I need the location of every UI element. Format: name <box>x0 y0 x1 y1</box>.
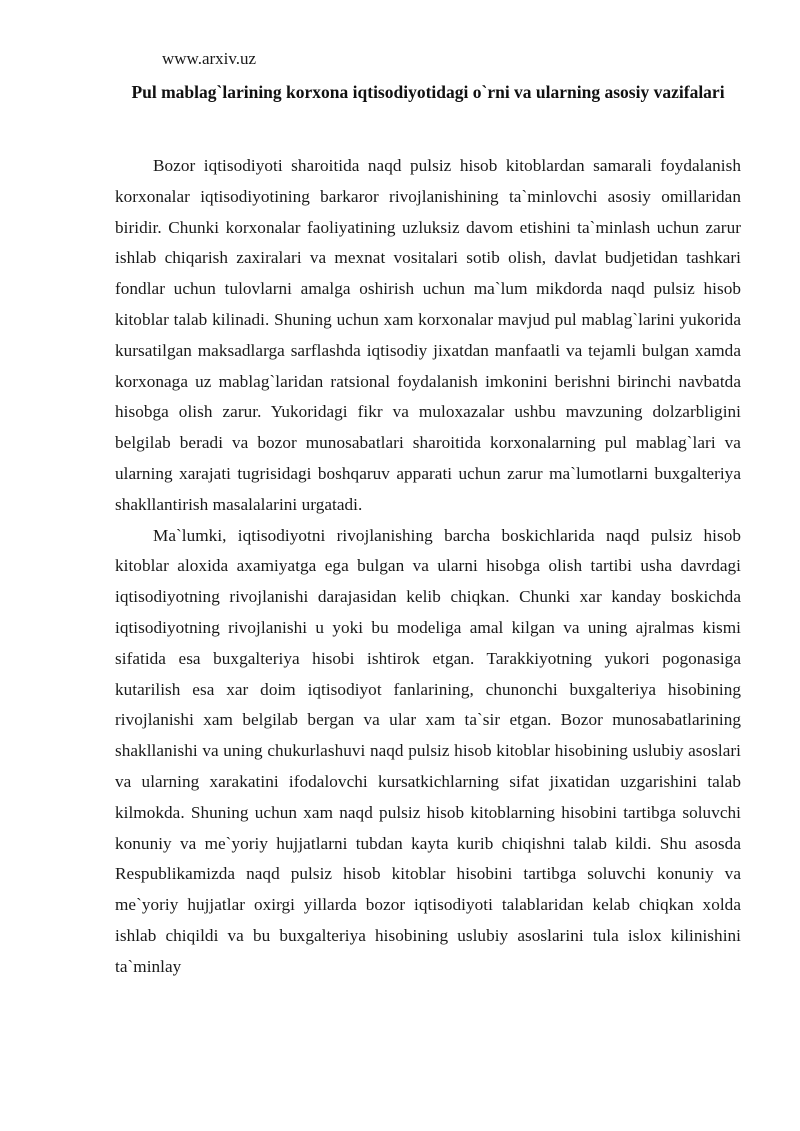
paragraph-2: Ma`lumki, iqtisodiyotni rivojlanishing barcha boskichlarida naqd pulsiz hisob kitoblar aloxida axamiyatga ega bulgan va ularni hisobga olish tartibi usha davrdagi iqtisodiyotning rivojlanishi darajasidan kelib chiqkan. Chunki xar kanday boskichda iqtisodiyotning rivojlanishi u yoki bu modeliga amal kilgan va uning ajralmas kismi sifatida esa buxgalteriya hisobi ishtirok etgan. Tarakkiyotning yukori pogonasiga kutarilish esa xar doim iqtisodiyot fanlarining, chunonchi buxgalteriya hisobining rivojlanishi xam belgilab bergan va ular xam ta`sir etgan. Bozor munosabatlarining shakllanishi va uning chukurlashuvi naqd pulsiz hisob kitoblar hisobining uslubiy asoslari va ularning xarakatini ifodalovchi kursatkichlarning sifat jixatidan uzgarishini talab kilmokda. Shuning uchun xam naqd pulsiz hisob kitoblarning hisobini tartibga soluvchi konuniy va me`yoriy hujjatlarni tubdan kayta kurib chiqishni talab kildi. Shu asosda Respublikamizda naqd pulsiz hisob kitoblar hisobini tartibga soluvchi konuniy va me`yoriy hujjatlar oxirgi yillarda bozor iqtisodiyoti talablaridan kelab chiqkan xolda ishlab chiqildi va bu buxgalteriya hisobining uslubiy asoslarini tula islox kilinishini ta`minlay <box>115 525 741 976</box>
document-body <box>115 151 741 983</box>
document-title: Pul mablag`larining korxona iqtisodiyotidagi o`rni va ularning asosiy vazifalari <box>131 82 725 102</box>
paragraph-1: Bozor iqtisodiyoti sharoitida naqd pulsiz hisob kitoblardan samarali foydalanish korxonalar iqtisodiyotining barkaror rivojlanishining ta`minlovchi asosiy omillaridan biridir. Chunki korxonalar faoliyatining uzluksiz davom etishini ta`minlash uchun zarur ishlab chiqarish zaxiralari va mexnat vositalari sotib olish, davlat budjetidan tashkari fondlar uchun tulovlarni amalga oshirish uchun ma`lum mikdorda naqd pulsiz hisob kitoblar talab kilinadi. Shuning uchun xam korxonalar mavjud pul mablag`larini yukorida kursatilgan maksadlarga sarflashda iqtisodiy jixatdan manfaatli va tejamli bulgan xamda korxonaga uz mablag`laridan ratsional foydalanish imkonini berishni birinchi navbatda hisobga olish zarur. Yukoridagi fikr va muloxazalar ushbu mavzuning dolzarbligini belgilab beradi va bozor munosabatlari sharoitida korxonalarning pul mablag`lari va ularning xarajati tugrisidagi boshqaruv apparati uchun zarur ma`lumotlarni buxgalteriya shakllantirish masalalarini urgatadi. <box>115 156 741 514</box>
site-url: www.arxiv.uz <box>162 49 257 68</box>
